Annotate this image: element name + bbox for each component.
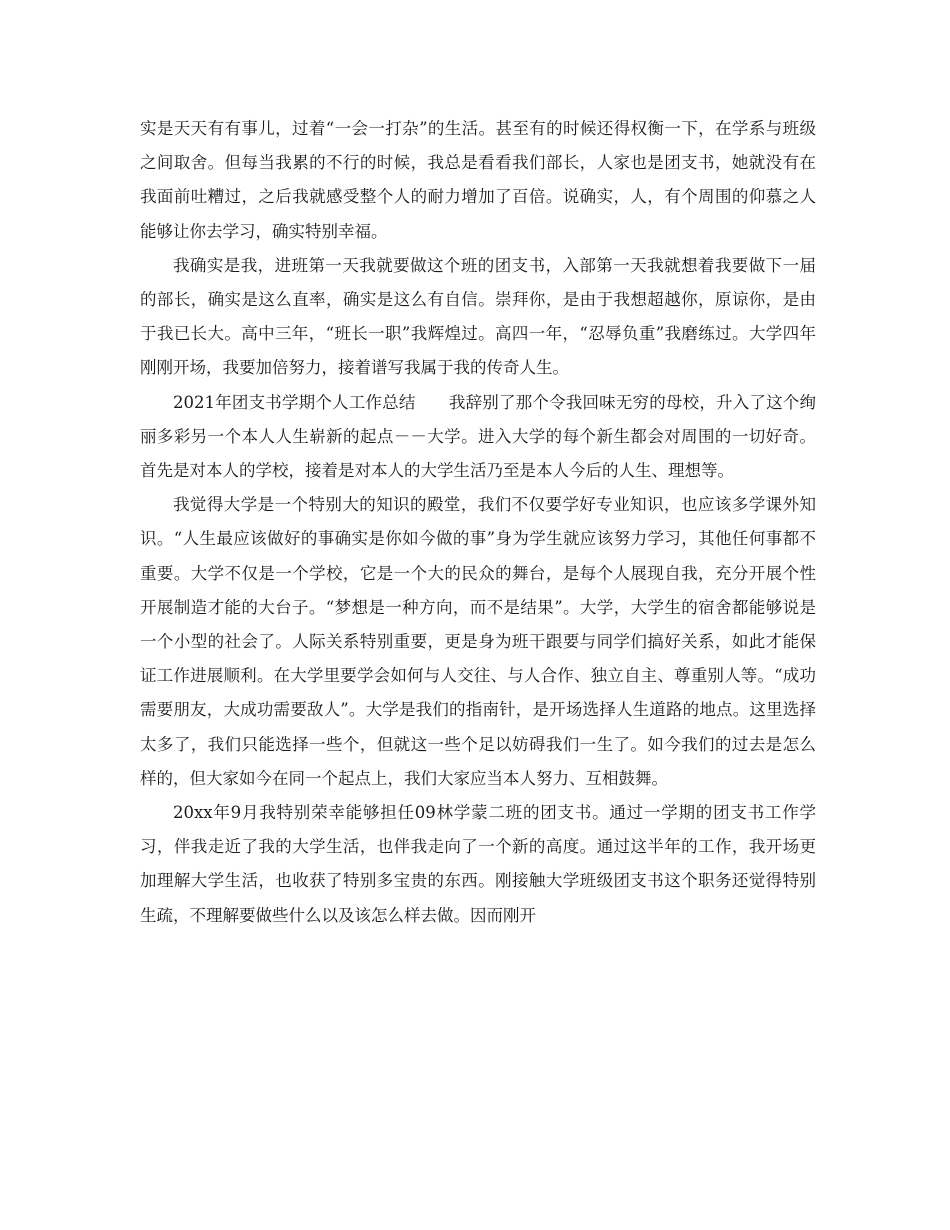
paragraph-2: 我确实是我，进班第一天我就要做这个班的团支书，入部第一天我就想着我要做下一届的部长，确实是这么直率，确实是这么有自信。崇拜你，是由于我想超越你，原谅你，是由于我已长大。高中三年，“班长一职”我辉煌过。高四一年，“忍辱负重”我磨练过。大学四年刚刚开场，我要加倍努力，接着谱写我属于我的传奇人生。	[140, 255, 816, 378]
paragraph-4: 我觉得大学是一个特别大的知识的殿堂，我们不仅要学好专业知识，也应该多学课外知识。“人生最应该做好的事确实是你如今做的事”身为学生就应该努力学习，其他任何事都不重要。大学不仅是一个学校，它是一个大的民众的舞台，是每个人展现自我，充分开展个性开展制造才能的大台子。“梦想是一种方向，而不是结果”。大学，大学生的宿舍都能够说是一个小型的社会了。人际关系特别重要，更是身为班干跟要与同学们搞好关系，如此才能保证工作进展顺利。在大学里要学会如何与人交往、与人合作、独立自主、尊重别人等。“成功需要朋友，大成功需要敌人”。大学是我们的指南针，是开场选择人生道路的地点。这里选择太多了，我们只能选择一些个，但就这一些个足以妨碍我们一生了。如今我们的过去是怎么样的，但大家如今在同一个起点上，我们大家应当本人努力、互相鼓舞。	[140, 495, 816, 788]
paragraph-3: 2021年团支书学期个人工作总结 我辞别了那个令我回味无穷的母校，升入了这个绚丽多彩另一个本人人生崭新的起点－－大学。进入大学的每个新生都会对周围的一切好奇。首先是对本人的学校，接着是对本人的大学生活乃至是本人今后的人生、理想等。	[140, 392, 816, 481]
document-body	[140, 112, 816, 933]
paragraph-5: 20xx年9月我特别荣幸能够担任09林学蒙二班的团支书。通过一学期的团支书工作学习，伴我走近了我的大学生活，也伴我走向了一个新的高度。通过这半年的工作，我开场更加理解大学生活，也收获了特别多宝贵的东西。刚接触大学班级团支书这个职务还觉得特别生疏，不理解要做些什么以及该怎么样去做。因而刚开	[140, 803, 816, 925]
paragraph-1: 实是天天有有事儿，过着“一会一打杂”的生活。甚至有的时候还得权衡一下，在学系与班级之间取舍。但每当我累的不行的时候，我总是看看我们部长，人家也是团支书，她就没有在我面前吐糟过，之后我就感受整个人的耐力增加了百倍。说确实，人，有个周围的仰慕之人能够让你去学习，确实特别幸福。	[140, 119, 816, 241]
